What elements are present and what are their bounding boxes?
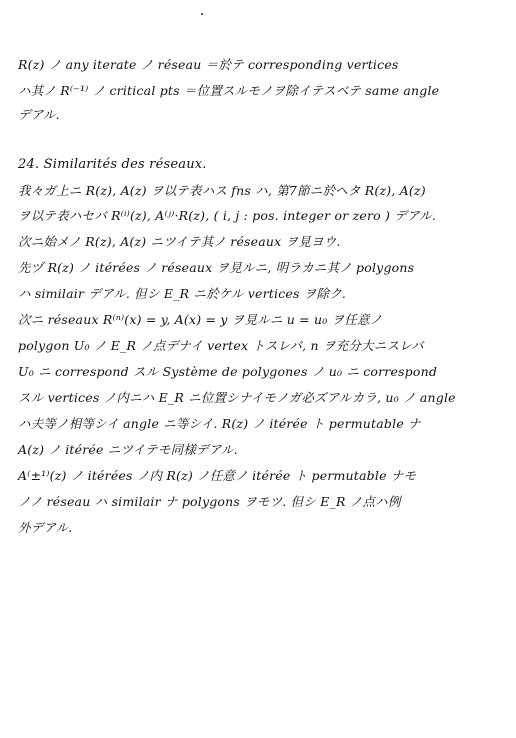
- text-line: R(z) ノ any iterate ノ réseau ＝於テ corresponding vertices: [18, 57, 399, 72]
- text-line: スル vertices ノ内ニハ E_R ニ位置シナイモノガ必ズアルカラ, u₀ ノ angle: [18, 390, 456, 405]
- text-line: 次ニ réseaux R⁽ⁿ⁾(x) = y, A(x) = y ヲ見ルニ u = u₀ ヲ任意ノ: [18, 312, 383, 327]
- text-line: ハ夫等ノ相等シイ angle ニ等シイ. R(z) ノ itérée ト permutable ナ: [18, 416, 421, 431]
- text-line: U₀ ニ correspond スル Système de polygones ノ u₀ ニ correspond: [18, 364, 438, 379]
- text-line: ハ其ノ R⁽⁻¹⁾ ノ critical pts ＝位置スルモノヲ除イテスベテ same angle: [18, 83, 440, 98]
- text-line: 先ヅ R(z) ノ itérées ノ réseaux ヲ見ルニ, 明ラカニ其ノ polygons: [18, 260, 415, 275]
- text-line: 我々ガ上ニ R(z), A(z) ヲ以テ表ハス fns ハ, 第7節ニ於ヘタ R(z), A(z): [18, 183, 426, 198]
- text-line: 外デアル.: [18, 520, 73, 535]
- text-line: 次ニ始メノ R(z), A(z) ニツイテ其ノ réseaux ヲ見ヨウ.: [18, 234, 341, 249]
- text-line: ハ similair デアル. 但シ E_R ニ於ケル vertices ヲ除ク.: [18, 286, 347, 301]
- text-line: A(z) ノ itérée ニツイテモ同様デアル.: [18, 442, 238, 457]
- text-line: A⁽±¹⁾(z) ノ itérées ノ内 R(z) ノ任意ノ itérée ト permutable ナモ: [18, 468, 417, 483]
- ink-dot: [201, 13, 203, 15]
- text-line: polygon U₀ ノ E_R ノ点デナイ vertex トスレバ, n ヲ充分大ニスレバ: [18, 338, 424, 353]
- text-line: ノノ réseau ハ similair ナ polygons ヲモツ. 但シ E_R ノ点ハ例: [18, 494, 401, 509]
- text-line: デアル.: [18, 107, 60, 122]
- text-line: ヲ以テ表ハセバ R⁽ⁱ⁾(z), A⁽ʲ⁾·R(z), ( i, j : pos. integer or zero ) デアル.: [18, 208, 437, 223]
- section-heading: 24. Similarités des réseaux.: [18, 157, 207, 172]
